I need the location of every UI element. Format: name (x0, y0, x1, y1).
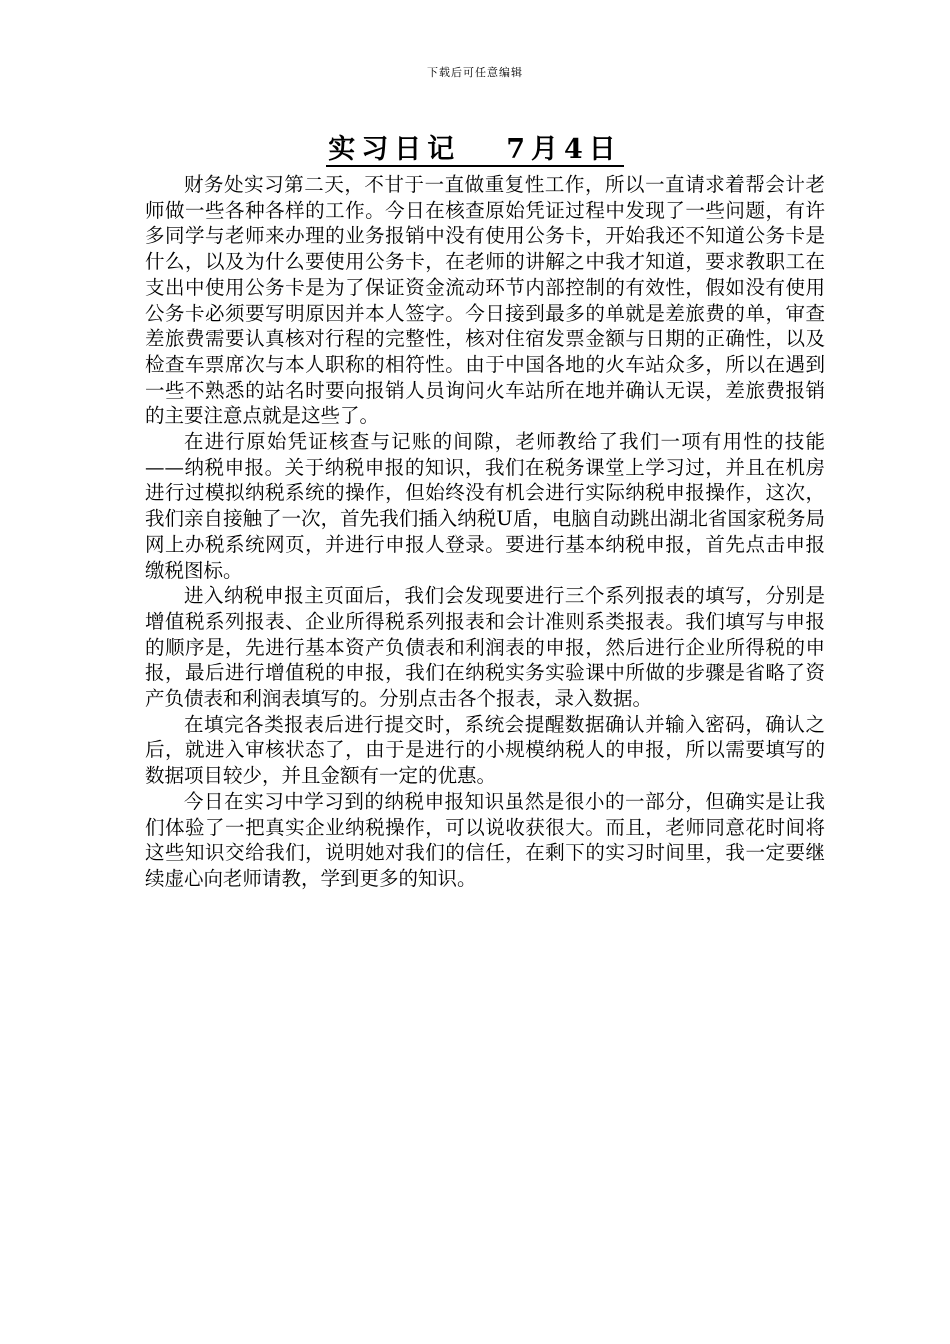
paragraph: 财务处实习第二天，不甘于一直做重复性工作，所以一直请求着帮会计老师做一些各种各样的工作。今日在核查原始凭证过程中发现了一些问题，有许多同学与老师来办理的业务报销中没有使用公务卡，开始我还不知道公务卡是什么，以及为什么要使用公务卡，在老师的讲解之中我才知道，要求教职工在支出中使用公务卡是为了保证资金流动环节内部控制的有效性，假如没有使用公务卡必须要写明原因并本人签字。今日接到最多的单就是差旅费的单，审查差旅费需要认真核对行程的完整性，核对住宿发票金额与日期的正确性，以及检查车票席次与本人职称的相符性。由于中国各地的火车站众多，所以在遇到一些不熟悉的站名时要向报销人员询问火车站所在地并确认无误，差旅费报销的主要注意点就是这些了。 (145, 173, 825, 428)
header-note: 下载后可任意编辑 (427, 66, 523, 79)
paragraph: 进入纳税申报主页面后，我们会发现要进行三个系列报表的填写，分别是增值税系列报表、企业所得税系列报表和会计准则系类报表。我们填写与申报的顺序是，先进行基本资产负债表和利润表的申报，然后进行企业所得税的申报，最后进行增值税的申报，我们在纳税实务实验课中所做的步骤是省略了资产负债表和利润表填写的。分别点击各个报表，录入数据。 (145, 584, 825, 711)
title-underlined (326, 135, 624, 167)
document-body (145, 172, 825, 892)
title-date: 7月4日 (506, 134, 622, 165)
title-text: 实习日记 (328, 134, 461, 165)
paragraph: 今日在实习中学习到的纳税申报知识虽然是很小的一部分，但确实是让我们体验了一把真实企业纳税操作，可以说收获很大。而且，老师同意花时间将这些知识交给我们，说明她对我们的信任，在剩下的实习时间里，我一定要继续虚心向老师请教，学到更多的知识。 (145, 789, 825, 890)
paragraph: 在填完各类报表后进行提交时，系统会提醒数据确认并输入密码，确认之后，就进入审核状态了，由于是进行的小规模纳税人的申报，所以需要填写的数据项目较少，并且金额有一定的优惠。 (145, 712, 825, 788)
paragraph: 在进行原始凭证核查与记账的间隙，老师教给了我们一项有用性的技能——纳税申报。关于纳税申报的知识，我们在税务课堂上学习过，并且在机房进行过模拟纳税系统的操作，但始终没有机会进行实际纳税申报操作，这次，我们亲自接触了一次，首先我们插入纳税U盾，电脑自动跳出湖北省国家税务局网上办税系统网页，并进行申报人登录。要进行基本纳税申报，首先点击申报缴税图标。 (145, 430, 825, 582)
document-title (0, 132, 950, 168)
